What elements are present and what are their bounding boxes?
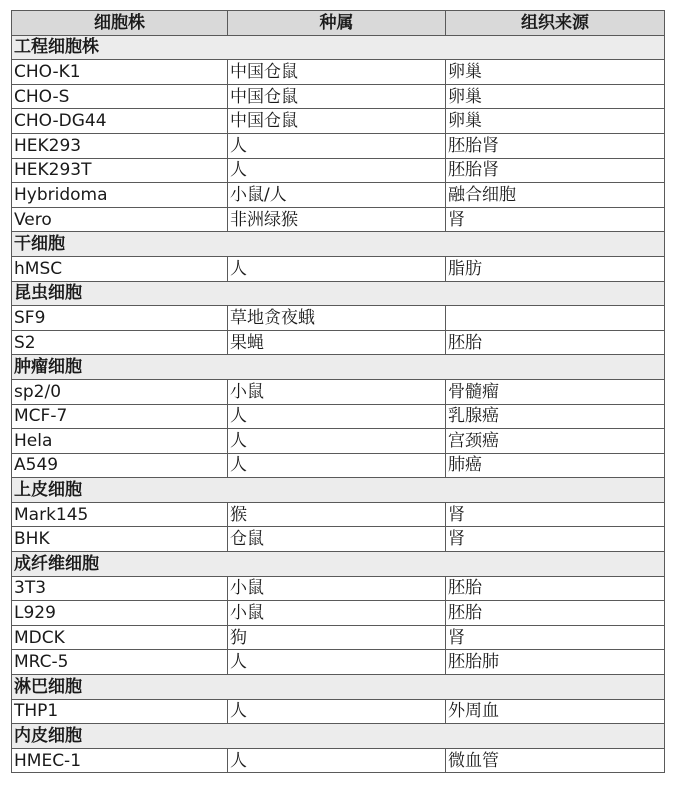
tissue-source-cell: 骨髓瘤 xyxy=(446,379,665,404)
table-row xyxy=(12,60,665,85)
cell-line-cell: Hybridoma xyxy=(12,183,228,208)
table-row xyxy=(12,330,665,355)
cell-line-cell: Vero xyxy=(12,207,228,232)
table-row xyxy=(12,133,665,158)
tissue-source-cell: 肾 xyxy=(446,502,665,527)
group-title: 干细胞 xyxy=(12,232,665,257)
tissue-source-cell: 微血管 xyxy=(446,748,665,773)
table-row xyxy=(12,158,665,183)
species-cell: 猴 xyxy=(228,502,446,527)
tissue-source-cell: 卵巢 xyxy=(446,84,665,109)
tissue-source-cell: 肾 xyxy=(446,527,665,552)
table-body xyxy=(12,35,665,773)
table-row xyxy=(12,404,665,429)
group-row xyxy=(12,281,665,306)
table-row xyxy=(12,625,665,650)
species-cell: 人 xyxy=(228,404,446,429)
tissue-source-cell: 胚胎 xyxy=(446,601,665,626)
header-species: 种属 xyxy=(228,11,446,36)
cell-line-cell: CHO-K1 xyxy=(12,60,228,85)
cell-line-cell: HMEC-1 xyxy=(12,748,228,773)
table-row xyxy=(12,84,665,109)
cell-line-table-container xyxy=(11,10,665,773)
tissue-source-cell: 胚胎肾 xyxy=(446,158,665,183)
table-row xyxy=(12,527,665,552)
group-title: 淋巴细胞 xyxy=(12,675,665,700)
species-cell: 非洲绿猴 xyxy=(228,207,446,232)
cell-line-cell: Mark145 xyxy=(12,502,228,527)
cell-line-cell: L929 xyxy=(12,601,228,626)
table-row xyxy=(12,748,665,773)
table-row xyxy=(12,453,665,478)
cell-line-cell: HEK293 xyxy=(12,133,228,158)
species-cell: 小鼠 xyxy=(228,601,446,626)
table-row xyxy=(12,699,665,724)
tissue-source-cell: 卵巢 xyxy=(446,109,665,134)
group-title: 内皮细胞 xyxy=(12,724,665,749)
species-cell: 小鼠 xyxy=(228,576,446,601)
tissue-source-cell xyxy=(446,306,665,331)
tissue-source-cell: 肾 xyxy=(446,207,665,232)
table-row xyxy=(12,429,665,454)
group-title: 工程细胞株 xyxy=(12,35,665,60)
cell-line-cell: MRC-5 xyxy=(12,650,228,675)
cell-line-cell: HEK293T xyxy=(12,158,228,183)
cell-line-cell: Hela xyxy=(12,429,228,454)
group-title: 肿瘤细胞 xyxy=(12,355,665,380)
cell-line-cell: S2 xyxy=(12,330,228,355)
group-row xyxy=(12,478,665,503)
cell-line-cell: CHO-DG44 xyxy=(12,109,228,134)
header-row xyxy=(12,11,665,36)
tissue-source-cell: 融合细胞 xyxy=(446,183,665,208)
tissue-source-cell: 卵巢 xyxy=(446,60,665,85)
species-cell: 人 xyxy=(228,133,446,158)
species-cell: 人 xyxy=(228,699,446,724)
table-row xyxy=(12,207,665,232)
tissue-source-cell: 肾 xyxy=(446,625,665,650)
tissue-source-cell: 外周血 xyxy=(446,699,665,724)
table-row xyxy=(12,379,665,404)
species-cell: 人 xyxy=(228,158,446,183)
table-row xyxy=(12,256,665,281)
species-cell: 中国仓鼠 xyxy=(228,60,446,85)
species-cell: 仓鼠 xyxy=(228,527,446,552)
table-row xyxy=(12,650,665,675)
group-row xyxy=(12,232,665,257)
tissue-source-cell: 肺癌 xyxy=(446,453,665,478)
species-cell: 人 xyxy=(228,650,446,675)
tissue-source-cell: 胚胎 xyxy=(446,330,665,355)
cell-line-cell: SF9 xyxy=(12,306,228,331)
species-cell: 人 xyxy=(228,429,446,454)
table-row xyxy=(12,576,665,601)
cell-line-cell: sp2/0 xyxy=(12,379,228,404)
cell-line-cell: hMSC xyxy=(12,256,228,281)
group-row xyxy=(12,724,665,749)
header-cell-line: 细胞株 xyxy=(12,11,228,36)
group-row xyxy=(12,35,665,60)
table-row xyxy=(12,183,665,208)
cell-line-cell: MDCK xyxy=(12,625,228,650)
species-cell: 人 xyxy=(228,748,446,773)
cell-line-cell: 3T3 xyxy=(12,576,228,601)
cell-line-cell: BHK xyxy=(12,527,228,552)
species-cell: 人 xyxy=(228,453,446,478)
cell-line-table xyxy=(11,10,665,773)
group-title: 昆虫细胞 xyxy=(12,281,665,306)
table-row xyxy=(12,306,665,331)
header-tissue-source: 组织来源 xyxy=(446,11,665,36)
tissue-source-cell: 脂肪 xyxy=(446,256,665,281)
cell-line-cell: A549 xyxy=(12,453,228,478)
tissue-source-cell: 胚胎肾 xyxy=(446,133,665,158)
species-cell: 小鼠 xyxy=(228,379,446,404)
species-cell: 人 xyxy=(228,256,446,281)
species-cell: 狗 xyxy=(228,625,446,650)
group-title: 成纤维细胞 xyxy=(12,552,665,577)
tissue-source-cell: 胚胎肺 xyxy=(446,650,665,675)
cell-line-cell: THP1 xyxy=(12,699,228,724)
table-row xyxy=(12,601,665,626)
table-row xyxy=(12,502,665,527)
group-row xyxy=(12,675,665,700)
table-row xyxy=(12,109,665,134)
species-cell: 草地贪夜蛾 xyxy=(228,306,446,331)
species-cell: 中国仓鼠 xyxy=(228,109,446,134)
tissue-source-cell: 宫颈癌 xyxy=(446,429,665,454)
group-title: 上皮细胞 xyxy=(12,478,665,503)
species-cell: 小鼠/人 xyxy=(228,183,446,208)
cell-line-cell: MCF-7 xyxy=(12,404,228,429)
species-cell: 果蝇 xyxy=(228,330,446,355)
tissue-source-cell: 胚胎 xyxy=(446,576,665,601)
species-cell: 中国仓鼠 xyxy=(228,84,446,109)
tissue-source-cell: 乳腺癌 xyxy=(446,404,665,429)
group-row xyxy=(12,552,665,577)
group-row xyxy=(12,355,665,380)
cell-line-cell: CHO-S xyxy=(12,84,228,109)
